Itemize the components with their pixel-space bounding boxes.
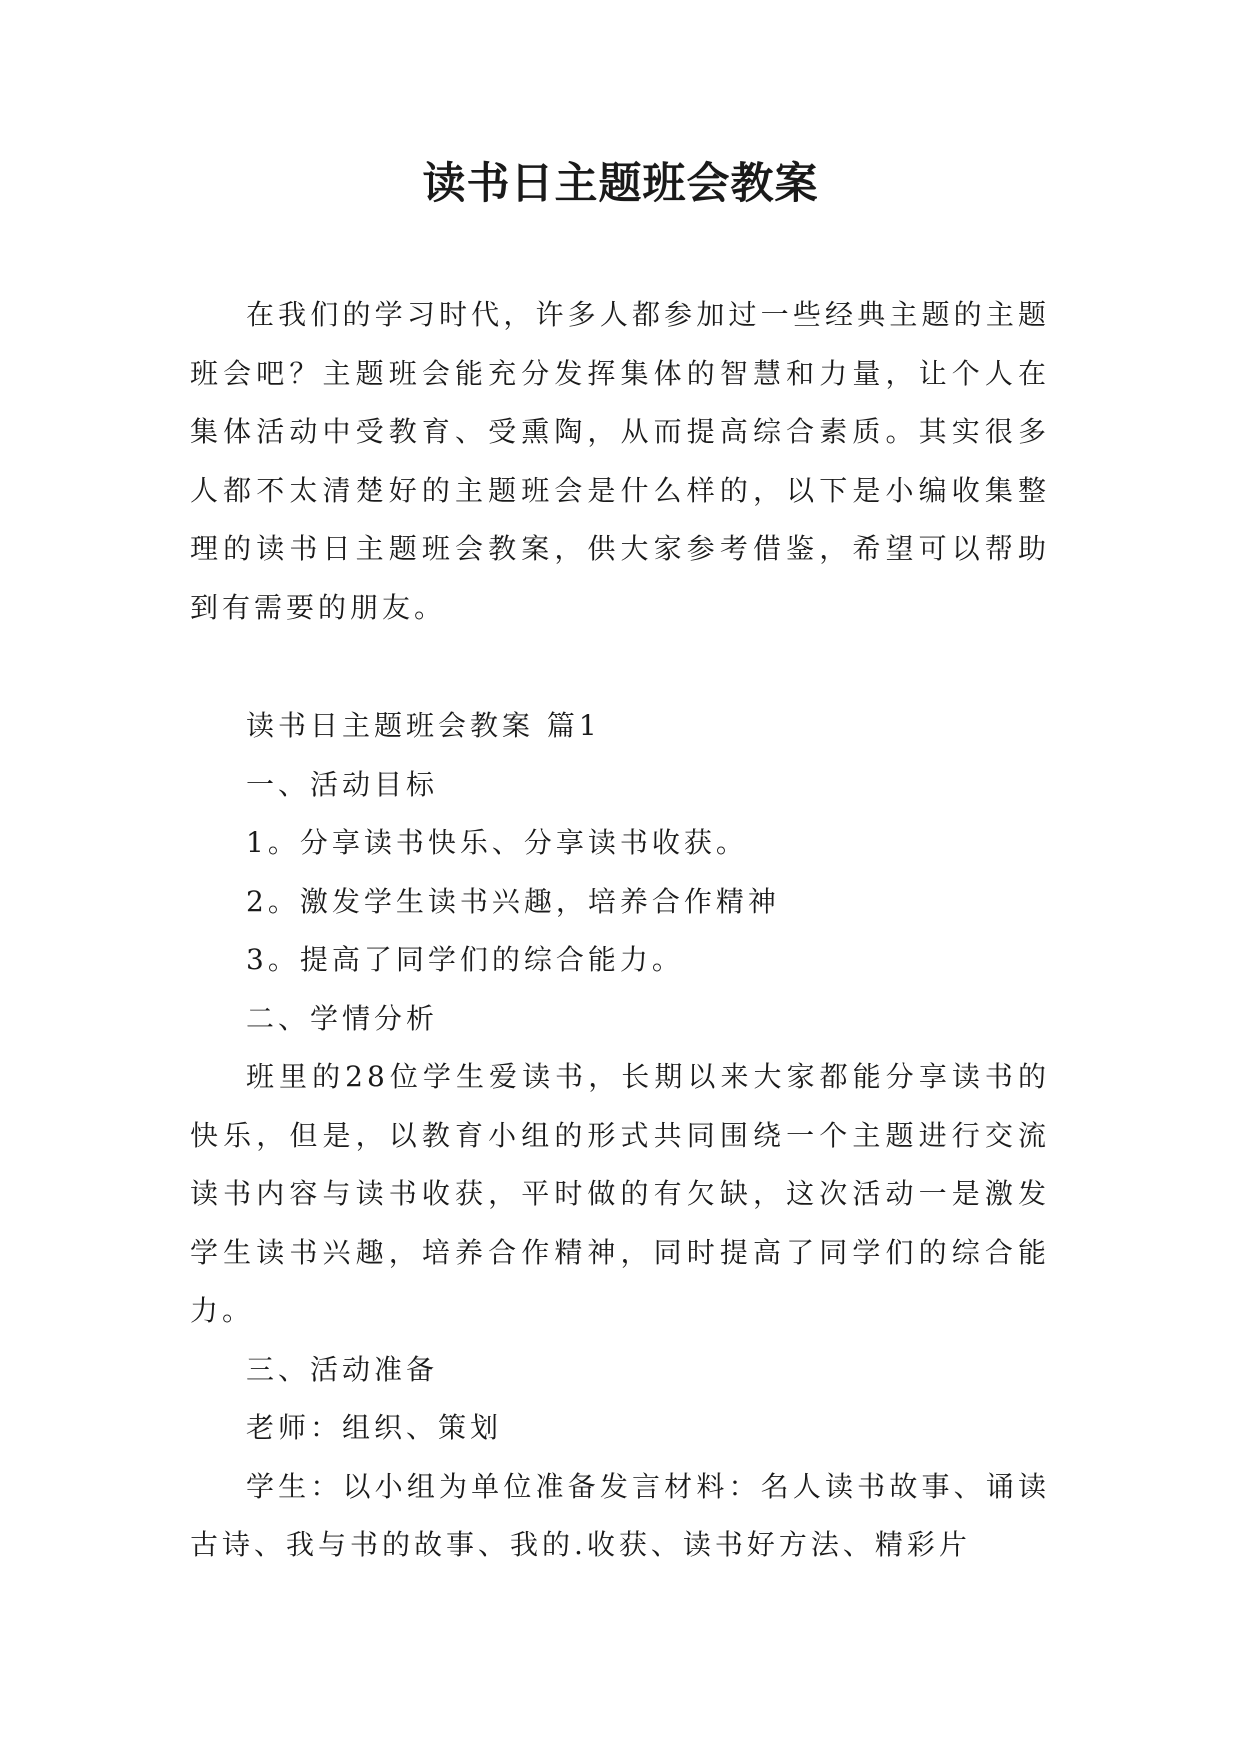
goal-item-1: 1。分享读书快乐、分享读书收获。	[246, 826, 748, 859]
section-heading-part-1: 读书日主题班会教案 篇1	[246, 709, 601, 742]
document-body	[190, 286, 1050, 1575]
heading-activity-goals: 一、活动目标	[246, 767, 439, 801]
goal-item-2: 2。激发学生读书兴趣，培养合作精神	[246, 884, 780, 918]
analysis-paragraph: 班里的28位学生爱读书，长期以来大家都能分享读书的快乐，但是，以教育小组的形式共同围绕一个主题进行交流读书内容与读书收获，平时做的有欠缺，这次活动一是激发学生读书兴趣，培养合作精神，同时提高了同学们的综合能力。	[190, 1060, 1050, 1327]
section-spacer	[190, 637, 1050, 697]
intro-paragraph: 在我们的学习时代，许多人都参加过一些经典主题的主题班会吧？主题班会能充分发挥集体的智慧和力量，让个人在集体活动中受教育、受熏陶，从而提高综合素质。其实很多人都不太清楚好的主题班会是什么样的，以下是小编收集整理的读书日主题班会教案，供大家参考借鉴，希望可以帮助到有需要的朋友。	[190, 298, 1050, 624]
document-title: 读书日主题班会教案	[422, 159, 819, 209]
preparation-teacher: 老师：组织、策划	[246, 1411, 503, 1444]
heading-activity-preparation: 三、活动准备	[246, 1352, 439, 1386]
preparation-students: 学生：以小组为单位准备发言材料：名人读书故事、诵读古诗、我与书的故事、我的.收获、读书好方法、精彩片	[190, 1469, 1050, 1561]
heading-student-analysis: 二、学情分析	[246, 1001, 439, 1035]
goal-item-3: 3。提高了同学们的综合能力。	[246, 943, 684, 976]
